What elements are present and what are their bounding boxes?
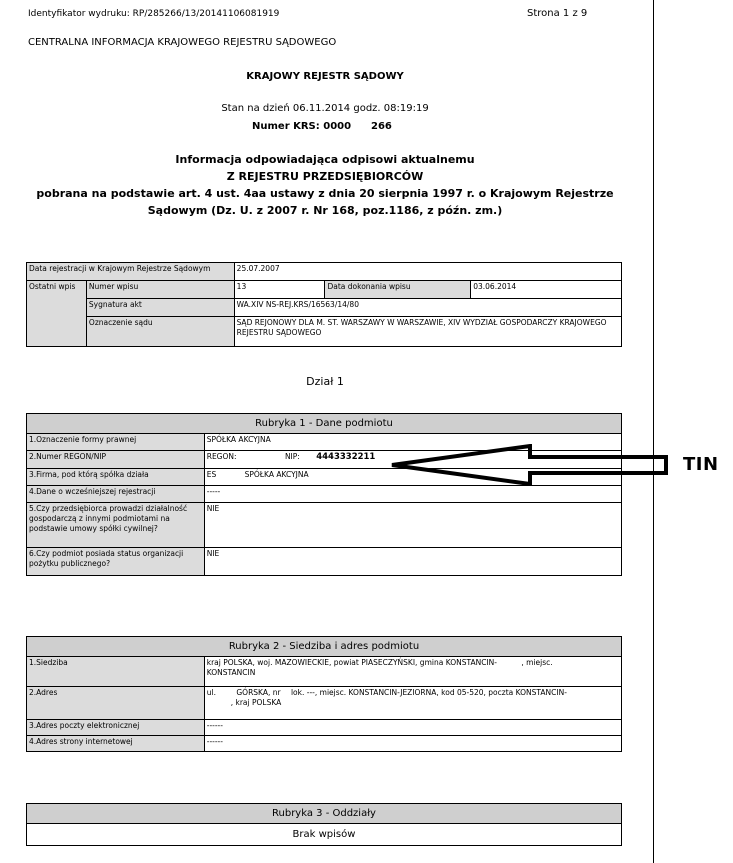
rubric-1-table [26,413,622,576]
krs-number-suffix: 266 [371,121,392,132]
address-line2: , kraj POLSKA [230,697,282,707]
company-name-suffix: SPÓŁKA AKCYJNA [244,470,309,479]
rubric-1-row-value: NIE [204,503,621,548]
rubric-2-row-label: 1.Siedziba [27,657,205,687]
rubric-1-row-label: 6.Czy podmiot posiada status organizacji pożytku publicznego? [27,548,205,576]
signature-label: Sygnatura akt [86,299,234,317]
page-edge-divider [653,0,654,863]
rubric-2-row-label: 3.Adres poczty elektronicznej [27,720,205,736]
rubric-1-row-value: NIE [204,548,621,576]
entry-number-label: Numer wpisu [86,281,234,299]
rubric-1-row-label: 1.Oznaczenie formy prawnej [27,434,205,451]
rubric-2-table [26,636,622,752]
rubric-3-empty: Brak wpisów [27,824,622,846]
seat-value-locality: , miejsc. [521,658,553,667]
rubric-2-row-label: 4.Adres strony internetowej [27,736,205,752]
rubric-1-row-value: SPÓŁKA AKCYJNA [204,434,621,451]
signature-value: WA.XIV NS-REJ.KRS/16563/14/80 [234,299,621,317]
rubric-1-row-label: 2.Numer REGON/NIP [27,451,205,469]
register-title: KRAJOWY REJESTR SĄDOWY [246,71,404,82]
address-cell [204,687,621,720]
section-title: Dział 1 [306,375,344,388]
rubric-1-title: Rubryka 1 - Dane podmiotu [27,414,622,434]
entry-date-label: Data dokonania wpisu [325,281,471,299]
krs-number-label: Numer KRS: 0000 [252,121,352,132]
page-number: Strona 1 z 9 [527,8,588,19]
entry-date-value: 03.06.2014 [471,281,622,299]
rubric-3-title: Rubryka 3 - Oddziały [27,804,622,824]
address-rest: lok. ---, miejsc. KONSTANCIN-JEZIORNA, kod 05-520, poczta KONSTANCIN- [290,688,567,697]
state-date: Stan na dzień 06.11.2014 godz. 08:19:19 [221,103,429,114]
registration-date-label: Data rejestracji w Krajowym Rejestrze Sądowym [27,263,235,281]
company-name-prefix: ES [206,470,217,479]
seat-value-line2: KONSTANCIN [206,667,256,677]
rubric-2-title: Rubryka 2 - Siedziba i adres podmiotu [27,637,622,657]
court-label: Oznaczenie sądu [86,317,234,347]
rubric-2-row-label: 2.Adres [27,687,205,720]
last-entry-label: Ostatni wpis [27,281,87,347]
registration-date-value: 25.07.2007 [234,263,621,281]
rubric-2-row-value: ------ [204,720,621,736]
print-identifier: Identyfikator wydruku: RP/285266/13/20141106081919 [28,9,280,19]
seat-value: kraj POLSKA, woj. MAZOWIECKIE, powiat PIASECZYŃSKI, gmina KONSTANCIN- [206,658,497,667]
rubric-3-table [26,803,622,846]
court-value: SĄD REJONOWY DLA M. ST. WARSZAWY W WARSZAWIE, XIV WYDZIAŁ GOSPODARCZY KRAJOWEGO REJESTRU SĄDOWEGO [234,317,621,347]
institution-name: CENTRALNA INFORMACJA KRAJOWEGO REJESTRU SĄDOWEGO [28,37,337,48]
rubric-1-row-label: 5.Czy przedsiębiorca prowadzi działalność gospodarczą z innymi podmiotami na podstawie umowy spółki cywilnej? [27,503,205,548]
address-street-prefix: ul. [206,688,216,697]
rubric-2-row-value: ------ [204,736,621,752]
tin-annotation-label: TIN [683,454,719,475]
entry-number-value: 13 [234,281,325,299]
rubric-1-row-value: ----- [204,486,621,503]
tin-arrow-icon [390,444,680,486]
info-line-4: Sądowym (Dz. U. z 2007 r. Nr 168, poz.1186, z późn. zm.) [147,204,503,217]
rubric-1-row-label: 4.Dane o wcześniejszej rejestracji [27,486,205,503]
rubric-1-row-label: 3.Firma, pod którą spółka działa [27,469,205,486]
nip-label: NIP: [284,452,300,461]
address-street: GÓRSKA, nr [236,688,281,697]
info-line-2: Z REJESTRU PRZEDSIĘBIORCÓW [226,170,424,183]
seat-cell [204,657,621,687]
info-line-1: Informacja odpowiadająca odpisowi aktualnemu [175,153,475,166]
regon-label: REGON: [206,452,237,461]
nip-value: 4443332211 [316,452,376,462]
info-line-3: pobrana na podstawie art. 4 ust. 4aa ustawy z dnia 20 sierpnia 1997 r. o Krajowym Rejestrze [36,187,614,200]
registration-table [26,262,622,347]
